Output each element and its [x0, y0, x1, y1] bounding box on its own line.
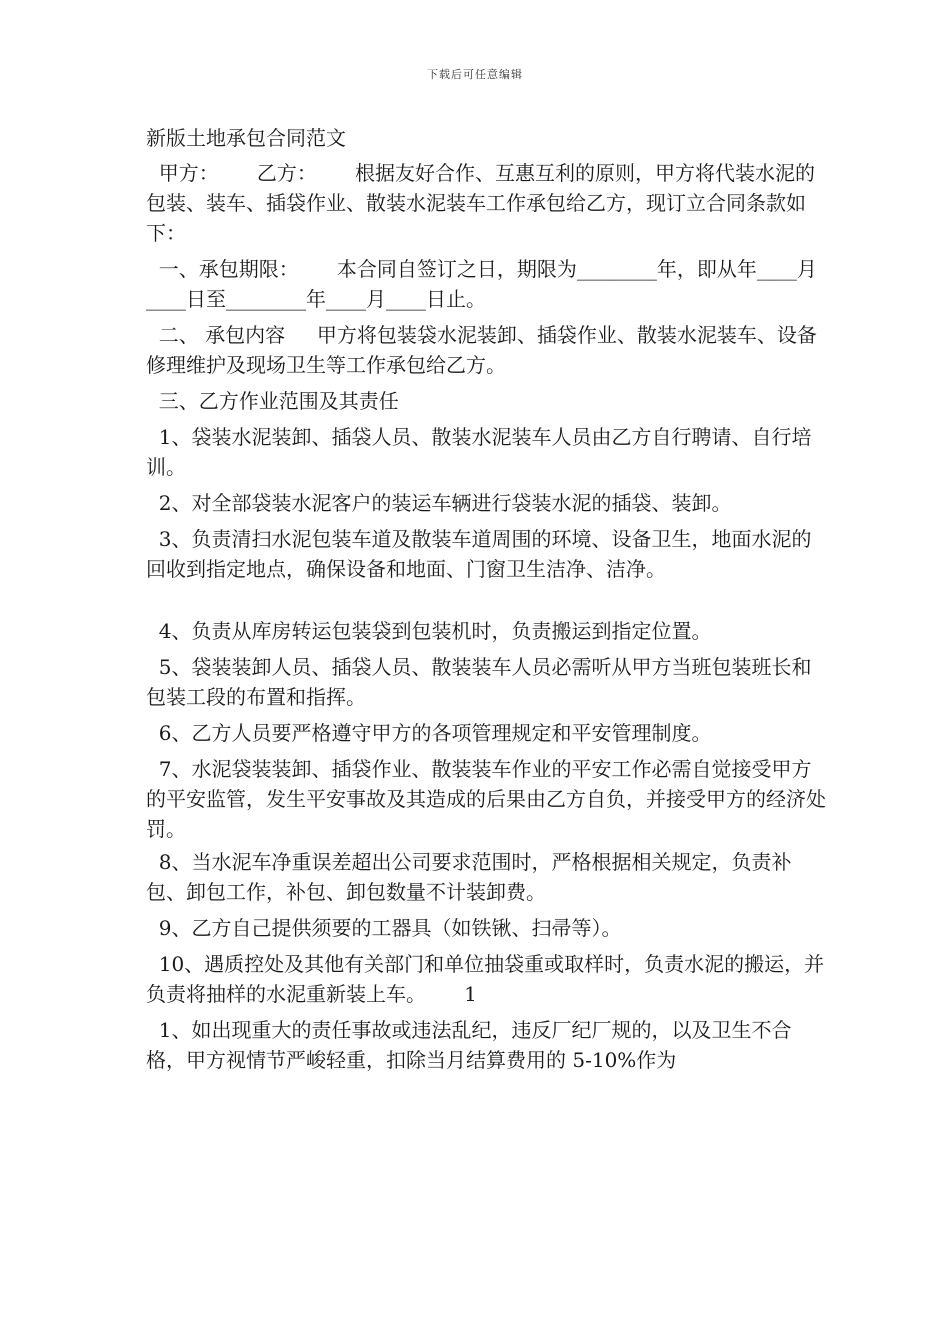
paragraph-intro: 甲方： 乙方： 根据友好合作、互惠互利的原则，甲方将代装水泥的包装、装车、插袋作业、散装水泥装车工作承包给乙方，现订立合同条款如下：	[146, 161, 816, 245]
paragraph-item-7: 7、水泥袋装装卸、插袋作业、散装装车作业的平安工作必需自觉接受甲方的平安监管，发生平安事故及其造成的后果由乙方自负，并接受甲方的经济处罚。	[146, 757, 826, 841]
paragraph-term: 一、承包期限： 本合同自签订之日，期限为________年，即从年____月____日至________年____月____日止。	[146, 257, 817, 311]
paragraph-section-3: 三、乙方作业范围及其责任	[146, 389, 399, 413]
paragraph-item-10: 10、遇质控处及其他有关部门和单位抽袋重或取样时，负责水泥的搬运，并负责将抽样的水泥重新装上车。 1	[146, 952, 825, 1006]
paragraph-item-8: 8、当水泥车净重误差超出公司要求范围时，严格根据相关规定，负责补包、卸包工作，补包、卸包数量不计装卸费。	[146, 850, 792, 904]
document-title: 新版土地承包合同范文	[146, 126, 346, 150]
paragraph-content: 二、 承包内容 甲方将包装袋水泥装卸、插袋作业、散装水泥装车、设备修理维护及现场卫生等工作承包给乙方。	[146, 323, 817, 377]
paragraph-item-1: 1、袋装水泥装卸、插袋人员、散装水泥装车人员由乙方自行聘请、自行培训。	[146, 425, 812, 479]
paragraph-item-4: 4、负责从库房转运包装袋到包装机时，负责搬运到指定位置。	[146, 619, 712, 643]
header-note: 下载后可任意编辑	[427, 68, 523, 81]
paragraph-item-3: 3、负责清扫水泥包装车道及散装车道周围的环境、设备卫生，地面水泥的回收到指定地点，确保设备和地面、门窗卫生洁净、洁净。	[146, 527, 812, 581]
paragraph-item-5: 5、袋装装卸人员、插袋人员、散装装车人员必需听从甲方当班包装班长和包装工段的布置和指挥。	[146, 655, 812, 709]
paragraph-item-9: 9、乙方自己提供须要的工器具（如铁锹、扫帚等）。	[146, 916, 622, 940]
document-body	[146, 158, 826, 1081]
paragraph-item-6: 6、乙方人员要严格遵守甲方的各项管理规定和平安管理制度。	[146, 721, 712, 745]
paragraph-item-2: 2、对全部袋装水泥客户的装运车辆进行袋装水泥的插袋、装卸。	[146, 491, 732, 515]
paragraph-penalty-1: 1、如出现重大的责任事故或违法乱纪，违反厂纪厂规的，以及卫生不合格，甲方视情节严峻轻重，扣除当月结算费用的 5-10%作为	[146, 1018, 792, 1072]
